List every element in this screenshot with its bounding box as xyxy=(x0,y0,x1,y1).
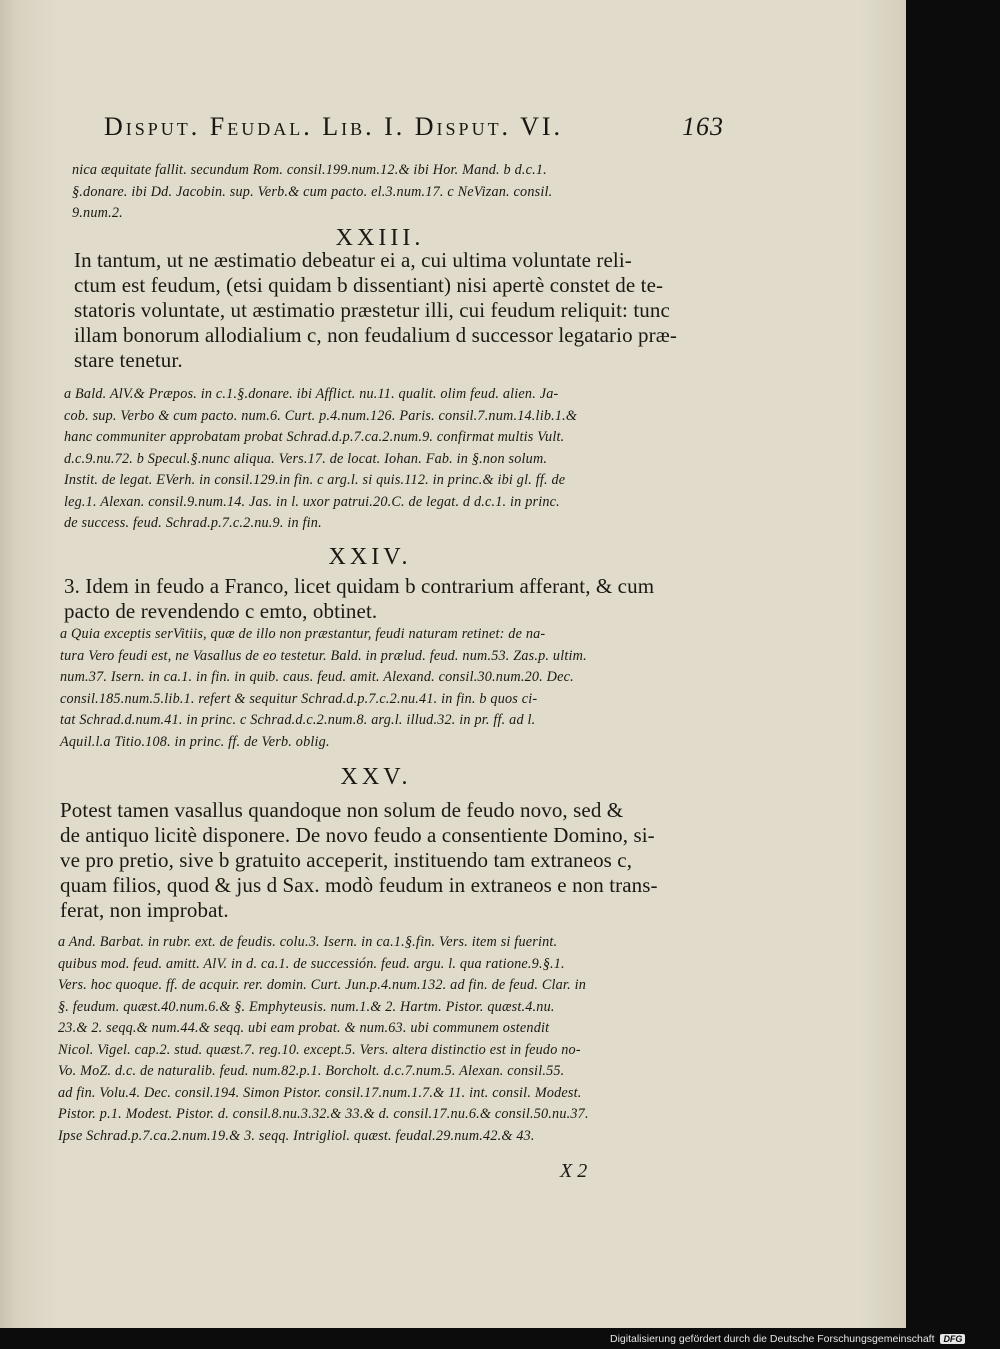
note-line: §.donare. ibi Dd. Jacobin. sup. Verb.& cum pacto. el.3.num.17. c NeVizan. consil. xyxy=(72,183,553,200)
note-line: a Bald. AlV.& Præpos. in c.1.§.donare. ibi Afflict. nu.11. qualit. olim feud. alien. Ja- xyxy=(64,386,559,402)
section-footnotes xyxy=(60,624,587,753)
note-line: consil.185.num.5.lib.1. refert & sequitur Schrad.d.p.7.c.2.nu.41. in fin. b quos ci- xyxy=(60,690,538,707)
section-heading: XXIV. xyxy=(328,544,412,570)
dfg-logo-icon: DFG xyxy=(940,1334,965,1344)
note-line: Ipse Schrad.p.7.ca.2.num.19.& 3. seqq. Intrigliol. quæst. feudal.29.num.42.& 43. xyxy=(58,1127,535,1144)
body-line: stare tenetur. xyxy=(74,348,183,372)
note-line: de success. feud. Schrad.p.7.c.2.nu.9. in fin. xyxy=(64,515,322,531)
top-note xyxy=(72,160,552,225)
section-body xyxy=(64,574,654,624)
note-line: §. feudum. quæst.40.num.6.& §. Emphyteusis. num.1.& 2. Hartm. Pistor. quæst.4.nu. xyxy=(58,998,555,1015)
body-line: In tantum, ut ne æstimatio debeatur ei a, cui ultima voluntate reli- xyxy=(74,248,632,272)
note-line: hanc communiter approbatam probat Schrad.d.p.7.ca.2.num.9. confirmat multis Vult. xyxy=(64,429,565,445)
note-line: tura Vero feudi est, ne Vasallus de eo testetur. Bald. in prælud. feud. num.53. Zas.p. ultim. xyxy=(60,647,587,664)
note-line: d.c.9.nu.72. b Specul.§.nunc aliqua. Vers.17. de locat. Iohan. Fab. in §.non solum. xyxy=(64,450,548,467)
note-line: 23.& 2. seqq.& num.44.& seqq. ubi eam probat. & num.63. ubi communem ostendit xyxy=(58,1020,550,1036)
body-line: Potest tamen vasallus quandoque non solum de feudo novo, sed & xyxy=(60,798,624,822)
digitization-footer xyxy=(610,1333,965,1345)
body-line: pacto de revendendo c emto, obtinet. xyxy=(64,599,378,623)
note-line: Vers. hoc quoque. ff. de acquir. rer. domin. Curt. Jun.p.4.num.132. ad fin. de feud. Clar. in xyxy=(58,977,587,993)
running-head xyxy=(104,112,724,142)
note-line: cob. sup. Verbo & cum pacto. num.6. Curt. p.4.num.126. Paris. consil.7.num.14.lib.1.& xyxy=(64,407,578,424)
body-line: illam bonorum allodialium c, non feudalium d successor legatario præ- xyxy=(74,323,677,347)
body-line: quam filios, quod & jus d Sax. modò feudum in extraneos e non trans- xyxy=(60,873,658,897)
note-line: a Quia exceptis serVitiis, quæ de illo non præstantur, feudi naturam retinet: de na- xyxy=(60,626,546,642)
body-line: statoris voluntate, ut æstimatio præstetur illi, cui feudum reliquit: tunc xyxy=(74,298,670,322)
body-line: ve pro pretio, sive b gratuito acceperit, instituendo tam extraneos c, xyxy=(60,848,633,872)
note-line: nica æquitate fallit. secundum Rom. consil.199.num.12.& ibi Hor. Mand. b d.c.1. xyxy=(72,162,547,178)
footer-text: Digitalisierung gefördert durch die Deutsche Forschungsgemeinschaft xyxy=(610,1333,935,1345)
section-body xyxy=(74,248,677,373)
note-line: Instit. de legat. EVerh. in consil.129.in fin. c arg.l. si quis.112. in princ.& ibi gl. ff. de xyxy=(64,472,566,488)
page-number: 163 xyxy=(682,112,724,141)
section-body xyxy=(60,798,658,923)
note-line: tat Schrad.d.num.41. in princ. c Schrad.d.c.2.num.8. arg.l. illud.32. in pr. ff. ad l. xyxy=(60,712,536,728)
note-line: Vo. MoZ. d.c. de naturalib. feud. num.82.p.1. Borcholt. d.c.7.num.5. Alexan. consil.55. xyxy=(58,1063,565,1079)
note-line: leg.1. Alexan. consil.9.num.14. Jas. in l. uxor patrui.20.C. de legat. d d.c.1. in princ. xyxy=(64,493,560,510)
body-line: de antiquo licitè disponere. De novo feudo a consentiente Domino, si- xyxy=(60,823,655,847)
body-line: ctum est feudum, (etsi quidam b dissentiant) nisi apertè constet de te- xyxy=(74,273,664,297)
note-line: ad fin. Volu.4. Dec. consil.194. Simon Pistor. consil.17.num.1.7.& 11. int. consil. Modest. xyxy=(58,1084,582,1101)
note-line: Aquil.l.a Titio.108. in princ. ff. de Verb. oblig. xyxy=(60,733,330,750)
note-line: quibus mod. feud. amitt. AlV. in d. ca.1. de successión. feud. argu. l. qua ratione.9.§.1. xyxy=(58,955,565,972)
note-line: num.37. Isern. in ca.1. in fin. in quib. caus. feud. amit. Alexand. consil.30.num.20. Dec. xyxy=(60,669,574,685)
body-line: ferat, non improbat. xyxy=(60,898,229,922)
note-line: Pistor. p.1. Modest. Pistor. d. consil.8.nu.3.32.& 33.& d. consil.17.nu.6.& consil.50.nu.37. xyxy=(58,1106,589,1122)
running-head-title: Disput. Feudal. Lib. I. Disput. VI. xyxy=(104,112,564,141)
section-heading: XXIII. xyxy=(335,225,425,251)
signature-mark: X 2 xyxy=(560,1160,588,1182)
note-line: 9.num.2. xyxy=(72,205,123,221)
section-heading: XXV. xyxy=(340,764,412,790)
note-line: Nicol. Vigel. cap.2. stud. quæst.7. reg.10. except.5. Vers. altera distinctio est in feudo no- xyxy=(58,1041,581,1058)
body-line: 3. Idem in feudo a Franco, licet quidam b contrarium afferant, & cum xyxy=(64,574,655,598)
note-line: a And. Barbat. in rubr. ext. de feudis. colu.3. Isern. in ca.1.§.fin. Vers. item si fuerint. xyxy=(58,934,558,950)
section-footnotes xyxy=(64,384,577,535)
section-footnotes xyxy=(58,932,589,1147)
